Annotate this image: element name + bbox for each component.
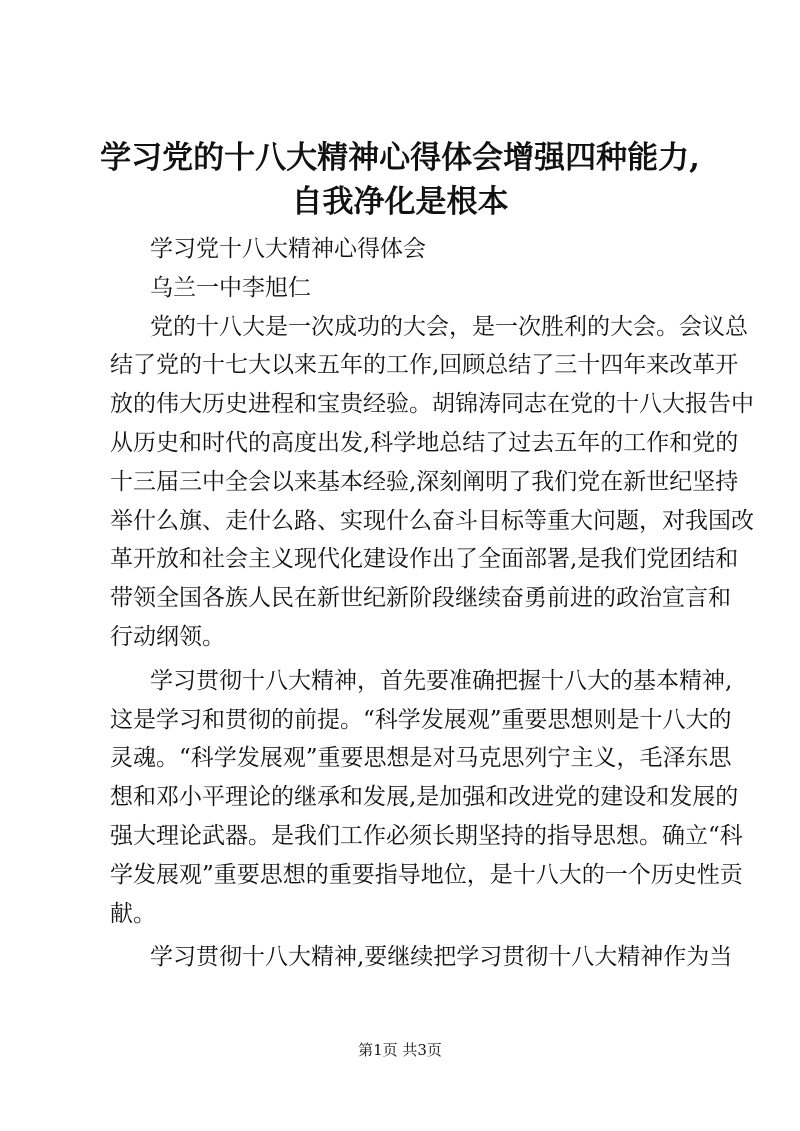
paragraph-line: 从历史和时代的高度出发,科学地总结了过去五年的工作和党的: [110, 429, 739, 456]
paragraph-line: 结了党的十七大以来五年的工作,回顾总结了三十四年来改革开: [110, 352, 739, 379]
paragraph-line: 革开放和社会主义现代化建设作出了全面部署,是我们党团结和: [110, 546, 739, 573]
paragraph-line: 想和邓小平理论的继承和发展,是加强和改进党的建设和发展的: [110, 784, 739, 811]
paragraph-line: 带领全国各族人民在新世纪新阶段继续奋勇前进的政治宣言和: [110, 585, 731, 612]
paragraph-line: 放的伟大历史进程和宝贵经验。胡锦涛同志在党的十八大报告中: [110, 391, 754, 418]
paragraph-line: 十三届三中全会以来基本经验,深刻阐明了我们党在新世纪坚持: [110, 468, 739, 495]
paragraph-line: 献。: [110, 900, 156, 927]
title-line-1: 学习党的十八大精神心得体会增强四种能力,: [100, 140, 700, 176]
paragraph-line: 学习贯彻十八大精神,要继续把学习贯彻十八大精神作为当: [150, 944, 733, 971]
title-line-2: 自我净化是根本: [291, 184, 509, 220]
paragraph-2: [110, 662, 743, 934]
paragraph-1: [110, 308, 754, 657]
page-number: 第1页 共3页: [358, 1041, 442, 1059]
paragraph-3: [110, 938, 733, 977]
author-line: 乌兰一中李旭仁: [150, 274, 311, 301]
paragraph-line: 强大理论武器。是我们工作必须长期坚持的指导思想。确立“科: [110, 822, 743, 849]
paragraph-line: 灵魂。“科学发展观”重要思想是对马克思列宁主义，毛泽东思: [110, 745, 732, 772]
paragraph-line: 行动纲领。: [110, 623, 225, 650]
paragraph-line: 党的十八大是一次成功的大会，是一次胜利的大会。会议总: [150, 313, 748, 340]
subtitle: 学习党十八大精神心得体会: [150, 236, 426, 262]
paragraph-line: 这是学习和贯彻的前提。“科学发展观”重要思想则是十八大的: [110, 706, 732, 733]
paragraph-line: 学习贯彻十八大精神，首先要准确把握十八大的基本精神,: [150, 667, 733, 694]
page-footer: [0, 1040, 800, 1060]
document-title: [0, 136, 800, 224]
document-body: [110, 230, 754, 977]
paragraph-line: 举什么旗、走什么路、实现什么奋斗目标等重大问题，对我国改: [110, 507, 754, 534]
paragraph-line: 学发展观”重要思想的重要指导地位，是十八大的一个历史性贡: [110, 861, 743, 888]
